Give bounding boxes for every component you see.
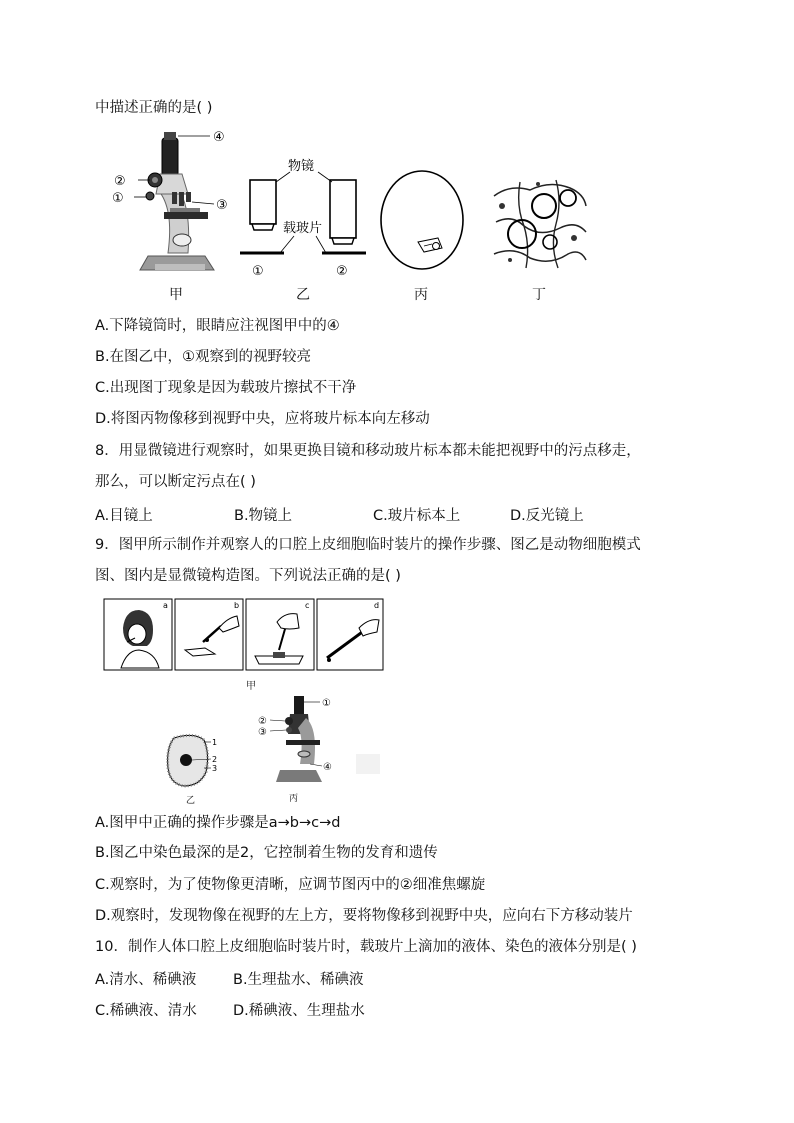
q8-option-a: A.目镜上 (95, 508, 153, 524)
q9-stem-line2: 图、图内是显微镜构造图。下列说法正确的是( ) (95, 568, 401, 584)
q7-label-4: ④ (213, 130, 225, 145)
caption-yi: 乙 (296, 287, 310, 303)
q9-figure-steps (103, 598, 385, 672)
q9-scope-label-4: ④ (323, 762, 332, 773)
caption-jia: 甲 (169, 287, 183, 303)
caption-bing: 丙 (414, 287, 428, 303)
q8-option-d: D.反光镜上 (510, 508, 584, 524)
q9-figure-cell (164, 732, 220, 790)
q8-option-c: C.玻片标本上 (373, 508, 461, 524)
q9-option-a: A.图甲中正确的操作步骤是a→b→c→d (95, 815, 341, 831)
step-letter-d: d (374, 601, 380, 610)
q9-caption-bing: 丙 (289, 794, 299, 804)
step-letter-c: c (305, 601, 310, 610)
q10-option-a: A.清水、稀碘液 (95, 972, 197, 988)
q7-label-1: ① (112, 191, 124, 206)
q8-stem-line1: 8．用显微镜进行观察时，如果更换目镜和移动玻片标本都未能把视野中的污点移走， (95, 443, 641, 459)
q9-stem-line1: 9．图甲所示制作并观察人的口腔上皮细胞临时装片的操作步骤、图乙是动物细胞模式 (95, 537, 641, 553)
q9-option-b: B.图乙中染色最深的是2，它控制着生物的发育和遗传 (95, 845, 438, 861)
q7-option-c: C.出现图丁现象是因为载玻片擦拭不干净 (95, 380, 357, 396)
q10-option-c: C.稀碘液、清水 (95, 1003, 197, 1019)
q7-option-b: B.在图乙中，①观察到的视野较亮 (95, 349, 312, 365)
q9-caption-yi: 乙 (186, 796, 196, 806)
cell-label-2: 2 (212, 755, 218, 764)
step-letter-a: a (163, 601, 168, 610)
q10-stem: 10．制作人体口腔上皮细胞临时装片时，载玻片上滴加的液体、染色的液体分别是( ) (95, 939, 637, 955)
cell-label-1: 1 (212, 738, 218, 747)
q7-label-yi-1: ① (252, 264, 264, 279)
q9-figure-microscope (256, 694, 384, 786)
q7-figure-cells (490, 176, 588, 270)
label-objective: 物镜 (288, 159, 315, 174)
q8-option-b: B.物镜上 (234, 508, 293, 524)
q9-caption-jia: 甲 (246, 681, 256, 692)
q7-option-a: A.下降镜筒时，眼睛应注视图甲中的④ (95, 318, 340, 334)
q9-scope-label-1: ① (322, 698, 331, 709)
cell-label-3: 3 (212, 764, 218, 773)
q7-label-yi-2: ② (336, 264, 348, 279)
step-letter-b: b (234, 601, 240, 610)
q9-scope-label-3: ③ (258, 727, 267, 738)
q7-stem-end: 中描述正确的是( ) (95, 100, 213, 116)
q7-figure-objectives (238, 150, 378, 282)
q7-option-d: D.将图丙物像移到视野中央，应将玻片标本向左移动 (95, 411, 430, 427)
q9-option-d: D.观察时，发现物像在视野的左上方，要将物像移到视野中央，应向右下方移动装片 (95, 908, 633, 924)
q7-label-2: ② (114, 174, 126, 189)
q7-figure-field-of-view (378, 168, 468, 272)
caption-ding: 丁 (532, 287, 546, 303)
label-slide: 载玻片 (283, 221, 323, 236)
q10-option-b: B.生理盐水、稀碘液 (233, 972, 364, 988)
q9-option-c: C.观察时，为了使物像更清晰，应调节图丙中的②细准焦螺旋 (95, 877, 486, 893)
q10-option-d: D.稀碘液、生理盐水 (233, 1003, 365, 1019)
q8-stem-line2: 那么，可以断定污点在( ) (95, 474, 256, 490)
q7-label-3: ③ (216, 198, 228, 213)
q7-figure-microscope (110, 128, 240, 278)
q9-scope-label-2: ② (258, 716, 267, 727)
